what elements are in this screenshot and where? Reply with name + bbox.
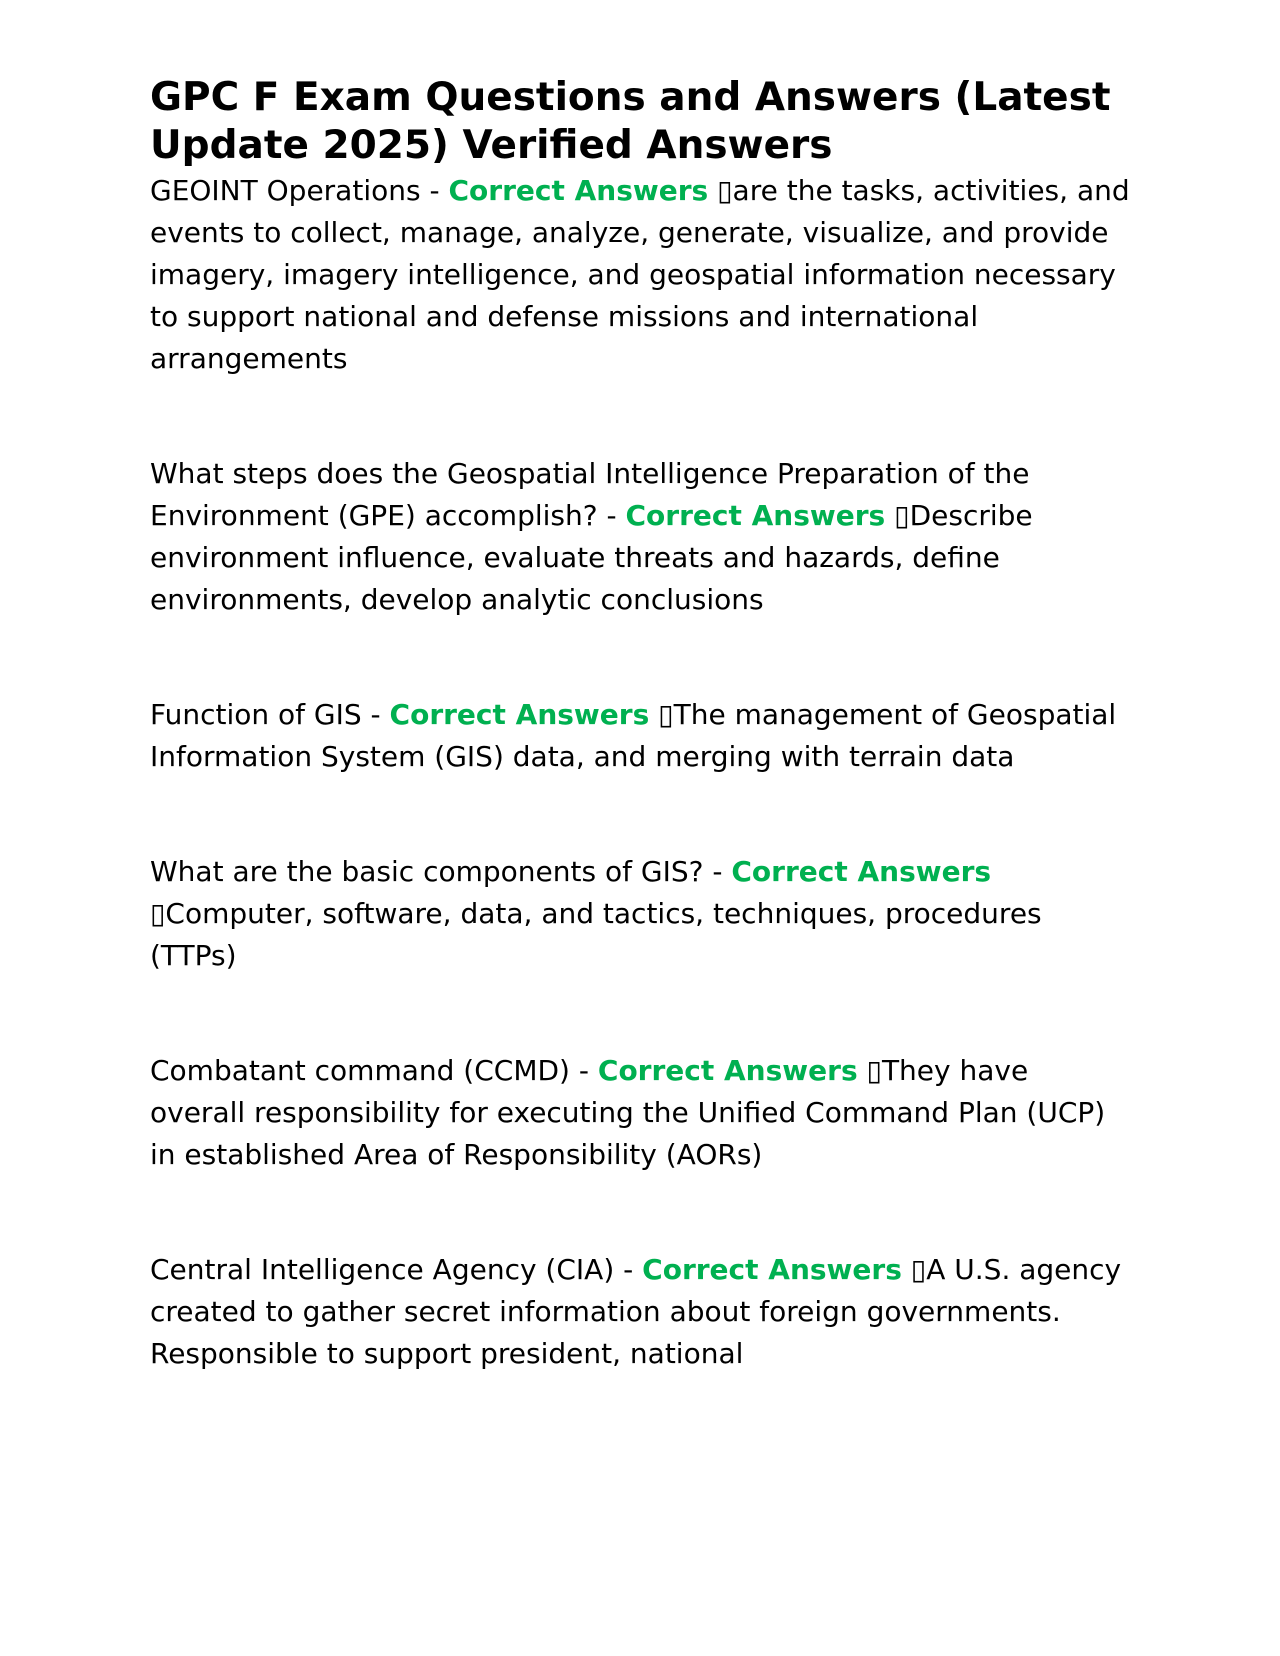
separator: - [597,499,626,532]
correct-answers-label: Correct Answers [642,1253,902,1286]
missing-glyph-icon: ▯ [717,174,733,207]
missing-glyph-icon: ▯ [910,1253,927,1286]
answer-text: They have overall responsibility for executing the Unified Command Plan (UCP) in established Area of Responsibility (AORs) [150,1054,1106,1171]
document-title: GPC F Exam Questions and Answers (Latest Update 2025) Verified Answers [150,75,1111,168]
correct-answers-label: Correct Answers [597,1054,858,1087]
separator: - [703,855,732,888]
question-text: Central Intelligence Agency (CIA) [150,1253,615,1286]
qa-entry [150,694,1130,778]
missing-glyph-icon: ▯ [658,698,674,731]
question-text: Function of GIS [150,698,362,731]
answer-text: Computer, software, data, and tactics, techniques, procedures (TTPs) [150,897,1042,972]
qa-entry [150,453,1130,621]
missing-glyph-icon: ▯ [894,499,910,532]
separator: - [614,1253,643,1286]
qa-entry [150,851,1130,977]
question-text: Combatant command (CCMD) [150,1054,570,1087]
correct-answers-label: Correct Answers [448,174,709,207]
separator: - [420,174,449,207]
qa-entry [150,1050,1130,1176]
question-text: GEOINT Operations [150,174,421,207]
qa-entry [150,1249,1130,1375]
question-text: What steps does the Geospatial Intelligence Preparation of the Environment (GPE) accomplish? [150,457,1030,532]
correct-answers-label: Correct Answers [389,698,650,731]
correct-answers-label: Correct Answers [731,855,992,888]
qa-list [150,170,1130,1375]
answer-text: The management of Geospatial Information System (GIS) data, and merging with terrain data [150,698,1117,773]
qa-entry [150,170,1130,380]
question-text: What are the basic components of GIS? [150,855,704,888]
separator: - [569,1054,598,1087]
separator: - [361,698,390,731]
document-page [150,74,1130,1448]
answer-text: Describe environment influence, evaluate threats and hazards, define environments, develop analytic conclusions [150,499,1033,616]
answer-text: are the tasks, activities, and events to collect, manage, analyze, generate, visualize, and provide imagery, imagery intelligence, and geospatial information necessary to support national and defense missions and international arrangements [150,174,1130,375]
missing-glyph-icon: ▯ [150,897,166,930]
correct-answers-label: Correct Answers [625,499,886,532]
missing-glyph-icon: ▯ [866,1054,882,1087]
answer-text: A U.S. agency created to gather secret information about foreign governments. Responsible to support president, national [150,1253,1122,1370]
